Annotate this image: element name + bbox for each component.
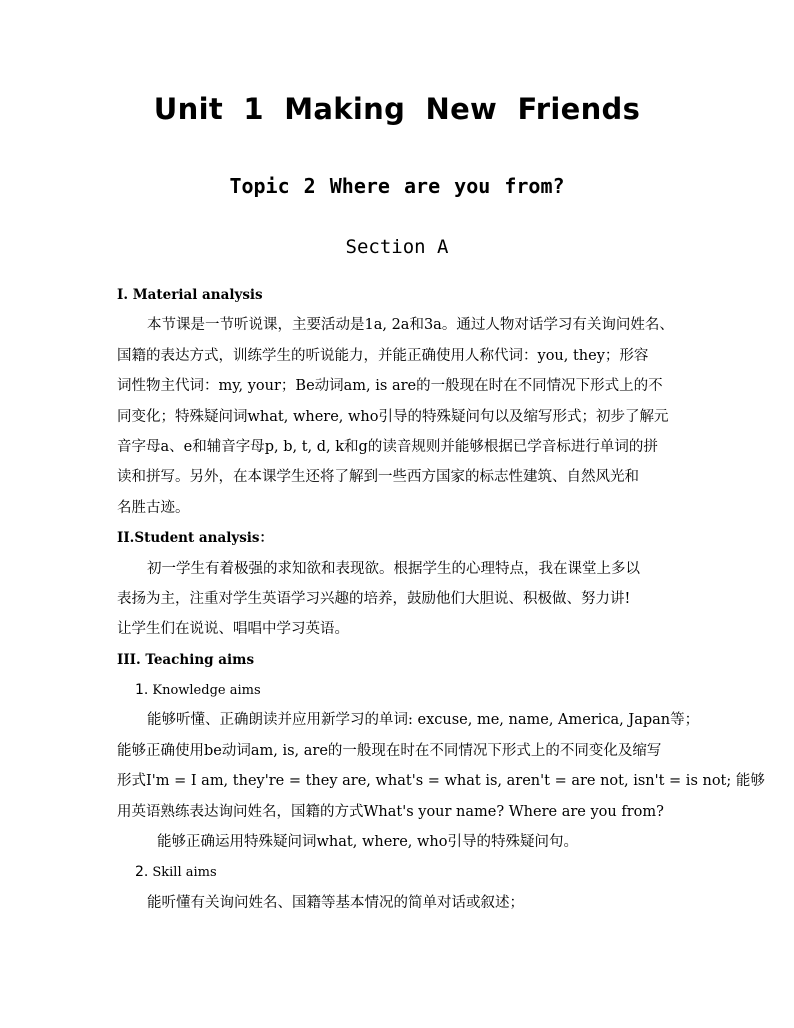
paragraph-line: 能够正确使用be动词am, is, are的一般现在时在不同情况下形式上的不同变化及缩写 [117,742,662,759]
student-analysis-heading: II.Student analysis： [117,530,274,547]
list-number: 2. [135,864,149,881]
paragraph-line: 同变化；特殊疑问词what, where, who引导的特殊疑问句以及缩写形式；初步了解元 [117,408,669,425]
paragraph-line: 本节课是一节听说课，主要活动是1a, 2a和3a。通过人物对话学习有关询问姓名、 [147,317,674,334]
skill-aims-subheading [117,857,685,887]
paragraph-line: 让学生们在说说、唱唱中学习英语。 [117,621,349,638]
paragraph-line: 词性物主代词：my, your；Be动词am, is are的一般现在时在不同情况下形式上的不 [117,378,663,395]
subheading-label: Knowledge aims [152,683,261,699]
section-title: Section A [345,236,449,258]
list-number: 1. [135,682,149,699]
paragraph-line: 用英语熟练表达询问姓名，国籍的方式What's your name? Where are you from? [117,803,664,820]
teaching-aims-heading: III. Teaching aims [117,651,255,668]
paragraph-line: 读和拼写。另外，在本课学生还将了解到一些西方国家的标志性建筑、自然风光和 [117,469,639,486]
paragraph-line: 音字母a、e和辅音字母p, b, t, d, k和g的读音规则并能够根据已学音标进行单词的拼 [117,438,658,455]
paragraph-line: 能够听懂、正确朗读并应用新学习的单词: excuse, me, name, America, Japan等； [147,712,700,729]
paragraph-line: 初一学生有着极强的求知欲和表现欲。根据学生的心理特点，我在课堂上多以 [147,560,640,577]
paragraph-line: 表扬为主，注重对学生英语学习兴趣的培养，鼓励他们大胆说、积极做、努力讲! [117,590,631,607]
paragraph-line: 国籍的表达方式，训练学生的听说能力，并能正确使用人称代词：you, they；形容 [117,347,649,364]
topic-title: Topic 2 Where are you from? [229,174,565,198]
unit-title: Unit 1 Making New Friends [153,92,641,126]
subheading-label: Skill aims [152,865,217,881]
knowledge-aims-subheading [117,675,685,705]
paragraph-line: 能听懂有关询问姓名、国籍等基本情况的简单对话或叙述； [147,894,524,911]
paragraph-line: 能够正确运用特殊疑问词what, where, who引导的特殊疑问句。 [157,834,578,851]
document-body [117,280,765,918]
paragraph-line: 名胜古迹。 [117,499,190,516]
paragraph-line: 形式I'm = I am, they're = they are, what's = what is, aren't = are not, isn't = is not; 能够 [117,773,765,790]
material-analysis-heading: Ⅰ. Material analysis [117,287,263,303]
